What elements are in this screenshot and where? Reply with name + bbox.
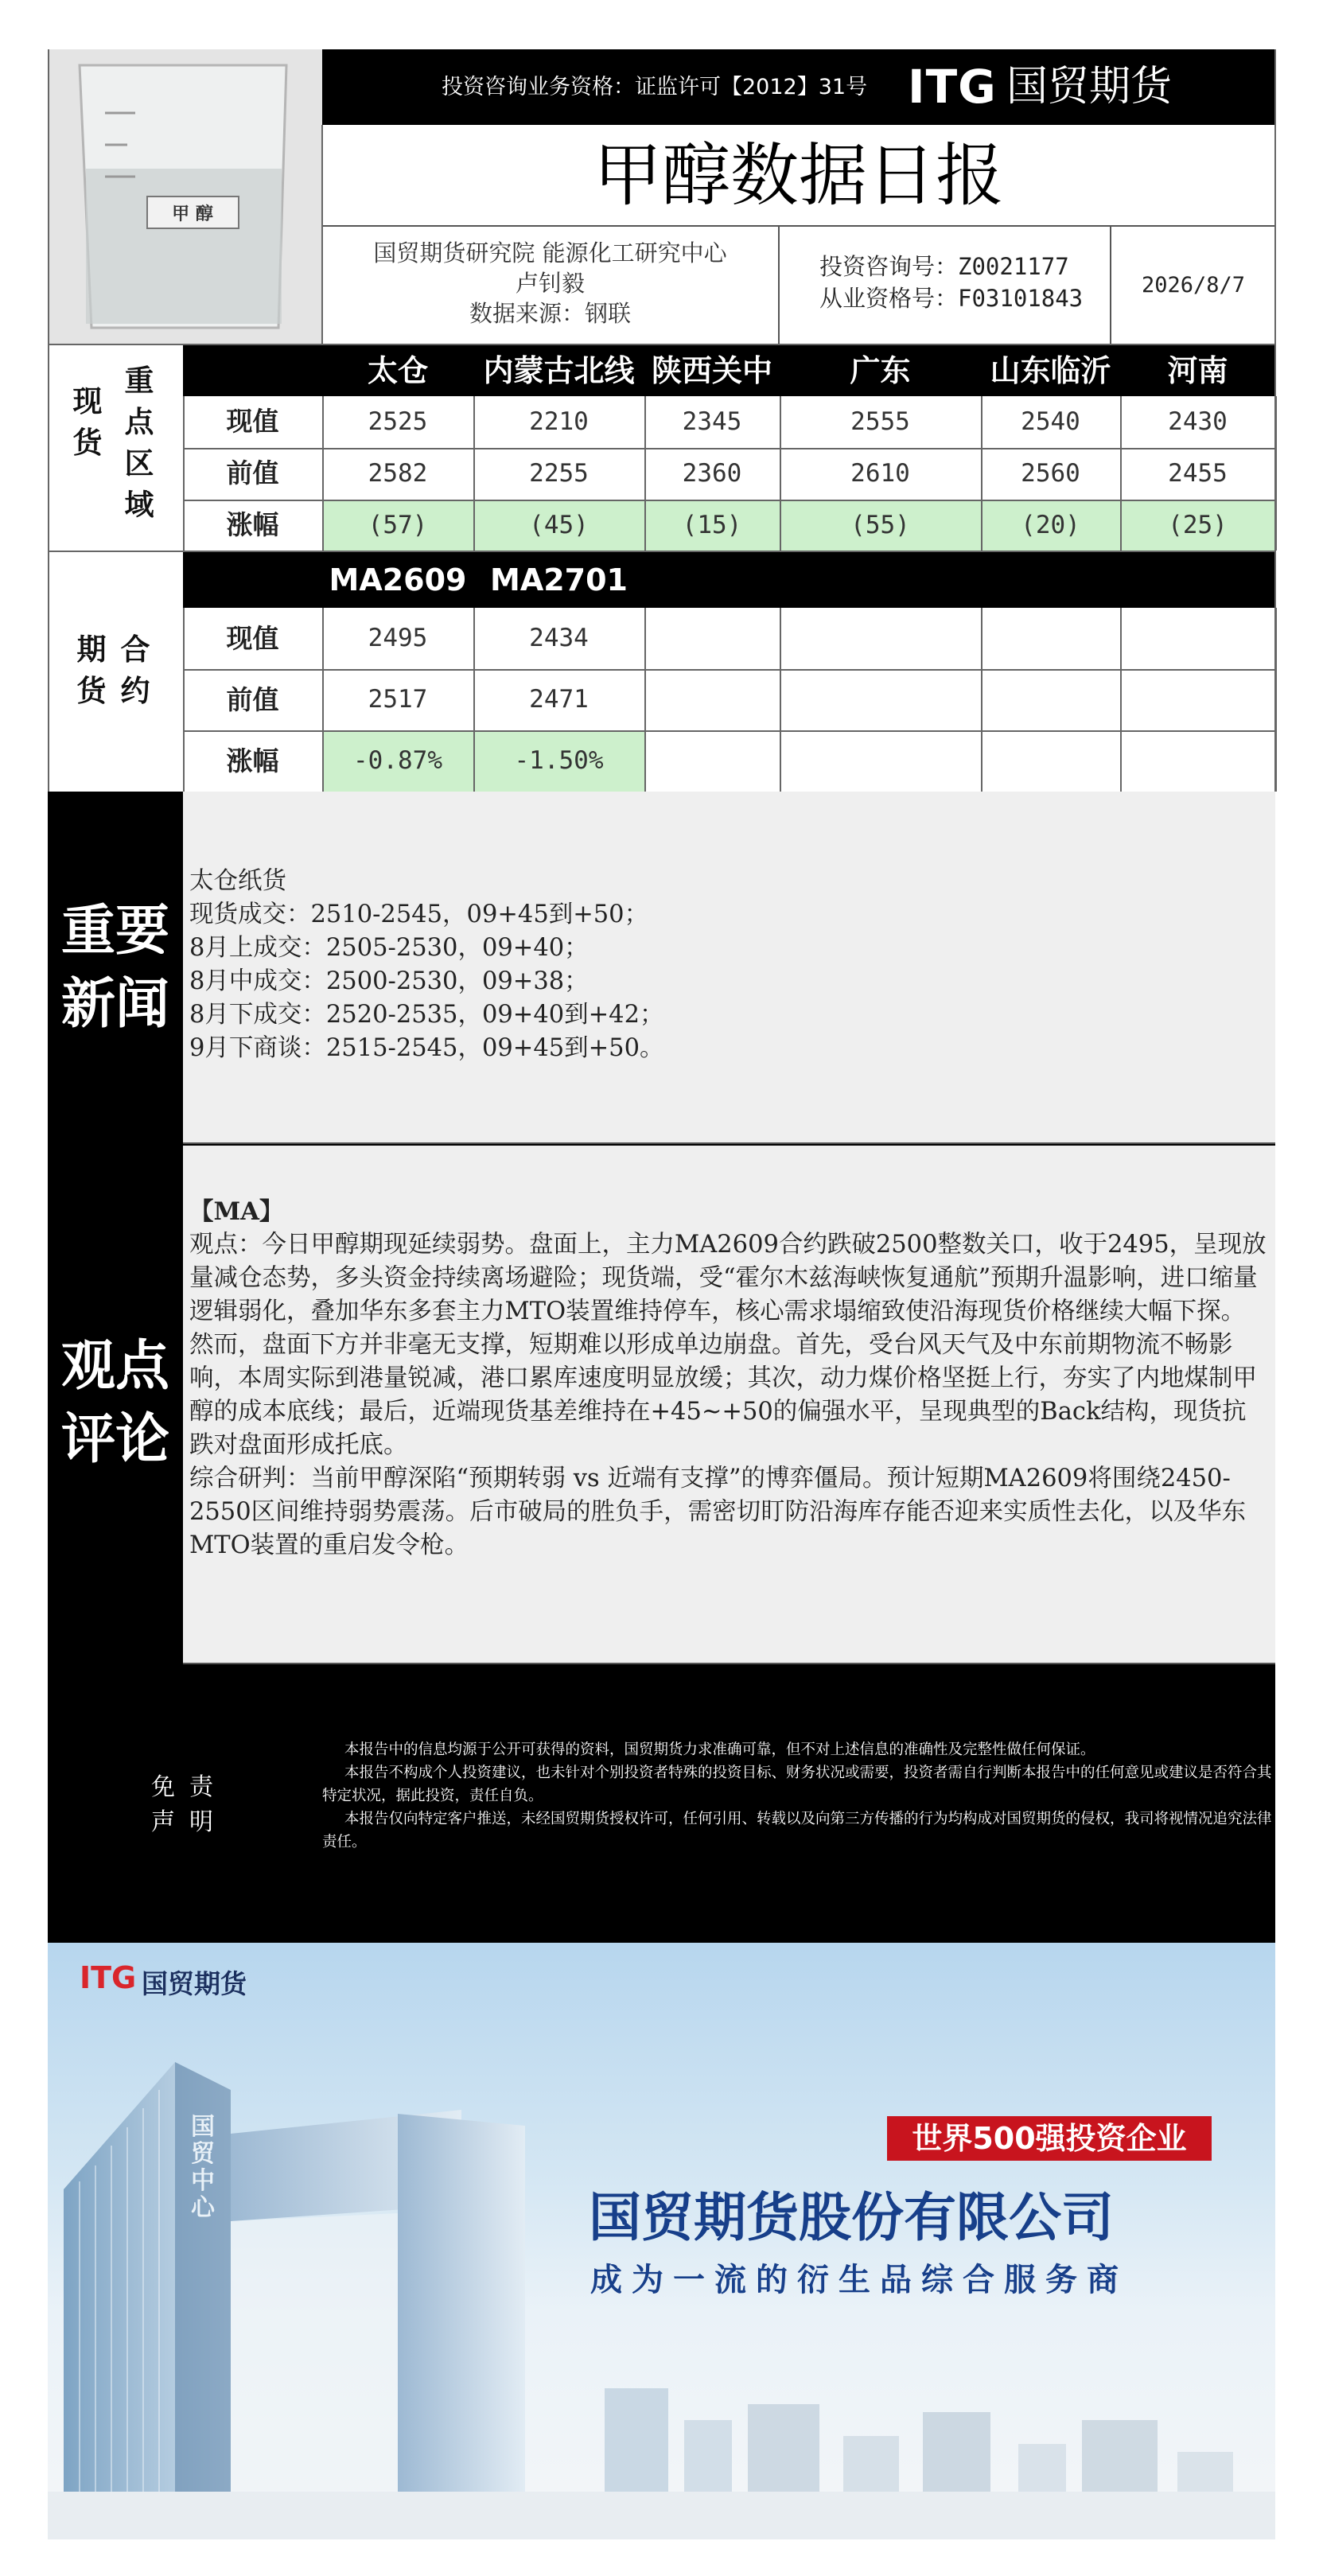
row-label: 前值	[226, 457, 279, 488]
spot-value: 2455	[1168, 459, 1228, 488]
region-header: 山东临沂	[990, 353, 1111, 388]
logo-itg: ITG	[908, 60, 997, 114]
grid-line	[644, 396, 646, 551]
spot-value: 2210	[529, 407, 589, 436]
info-box	[322, 227, 1275, 344]
grid-line	[322, 608, 324, 792]
disclaimer-line: 本报告仅向特定客户推送，未经国贸期货授权许可，任何引用、转载以及向第三方传播的行为均构成对国贸期货的侵权，我司将视情况追究法律责任。	[322, 1811, 1272, 1850]
report-title: 甲醇数据日报	[593, 136, 1004, 216]
futures-value: 2495	[368, 624, 428, 652]
grid-line	[183, 396, 185, 551]
practice-number: 从业资格号：F03101843	[819, 285, 1084, 312]
futures-value: -1.50%	[514, 746, 604, 775]
futures-value: -0.87%	[353, 746, 442, 775]
view-paragraph: 综合研判：当前甲醇深陷“预期转弱 vs 近端有支撑”的博弈僵局。预计短期MA2609将围绕2450-2550区间维持弱势震荡。后市破局的胜负手，需密切盯防沿海库存能否迎来实质性去化，以及华东MTO装置的重启发令枪。	[189, 1465, 1247, 1559]
row-label: 涨幅	[226, 509, 279, 540]
spot-value: 2560	[1021, 459, 1080, 488]
spot-value: (45)	[529, 511, 589, 539]
region-header: 陕西关中	[651, 353, 772, 388]
futures-value: 2434	[529, 624, 589, 652]
logo-company: 国贸期货	[1006, 63, 1173, 111]
frame-line	[1274, 49, 1276, 792]
spot-value: 2555	[850, 407, 910, 436]
header-bar	[322, 49, 1275, 125]
disclaimer-line: 本报告不构成个人投资建议，也未针对个别投资者特殊的投资目标、财务状况或需要，投资者需自行判断本报告中的任何意见或建议是否符合其特定状况，据此投资，责任自负。	[322, 1765, 1272, 1804]
spot-side-label: 现 货	[72, 383, 103, 460]
grid-line	[473, 396, 475, 551]
grid-line	[183, 730, 1275, 732]
grid-line	[780, 396, 781, 551]
view-tag: 【MA】	[189, 1197, 284, 1226]
grid-line	[473, 608, 475, 792]
spot-value: 2360	[682, 459, 742, 488]
spot-value: 2525	[368, 407, 428, 436]
grid-line	[981, 608, 983, 792]
institute-name: 国贸期货研究院 能源化工研究中心	[373, 239, 727, 267]
company-name: 国贸期货股份有限公司	[589, 2187, 1114, 2248]
view-panel	[183, 1146, 1275, 1664]
banner-logo-itg: ITG	[80, 1960, 137, 1995]
spot-value: 2610	[850, 459, 910, 488]
futures-value: 2471	[529, 685, 589, 714]
news-line: 8月中成交：2500-2530，09+38；	[189, 967, 589, 995]
spot-side-label-2: 重 点 区 域	[124, 363, 154, 522]
disclaimer-label: 免责 声明	[151, 1773, 228, 1836]
futures-side-label: 期 货	[76, 632, 107, 708]
photo-label: 甲 醇	[172, 204, 213, 224]
company-slogan: 成为一流的衍生品综合服务商	[590, 2262, 1128, 2298]
row-label: 现值	[226, 406, 279, 437]
spot-value: (57)	[368, 511, 428, 539]
news-panel	[183, 792, 1275, 1144]
futures-side-label-2: 合 约	[120, 632, 150, 708]
author-name: 卢钊毅	[515, 270, 585, 297]
grid-line	[981, 396, 983, 551]
spot-value: 2430	[1168, 407, 1228, 436]
row-label: 前值	[226, 684, 279, 715]
building-sign: 国贸中心	[191, 2113, 215, 2222]
news-content	[189, 865, 1263, 1065]
row-label: 现值	[226, 623, 279, 654]
frame-line	[48, 49, 49, 792]
view-title: 观点 评论	[60, 1335, 169, 1471]
row-label: 涨幅	[226, 745, 279, 776]
banner-logo-company: 国贸期货	[142, 1968, 247, 1999]
disclaimer-text	[322, 1738, 1273, 1854]
news-line: 9月下商谈：2515-2545，09+45到+50。	[189, 1034, 664, 1062]
report-date: 2026/8/7	[1141, 273, 1246, 298]
grid-line	[183, 608, 185, 792]
grid-line	[644, 608, 646, 792]
spot-value: 2255	[529, 459, 589, 488]
news-title: 重要 新闻	[60, 900, 169, 1036]
grid-line	[183, 500, 1275, 501]
grid-line	[780, 608, 781, 792]
region-header: 内蒙古北线	[483, 353, 635, 388]
news-line: 8月下成交：2520-2535，09+40到+42；	[189, 1001, 664, 1029]
data-source: 数据来源：钢联	[469, 300, 631, 327]
product-photo	[48, 49, 322, 344]
grid-line	[1120, 396, 1122, 551]
region-header: 太仓	[367, 353, 428, 388]
frame-line	[321, 125, 323, 345]
grid-line	[322, 396, 324, 551]
title-box	[322, 125, 1275, 227]
spot-value: (25)	[1168, 511, 1228, 539]
qualification-info	[780, 227, 1111, 344]
futures-value: 2517	[368, 685, 428, 714]
spot-value: 2582	[368, 459, 428, 488]
fortune500-badge: 世界500强投资企业	[887, 2116, 1212, 2161]
grid-line	[183, 669, 1275, 671]
disclaimer-line: 本报告中的信息均源于公开可获得的资料，国贸期货力求准确可靠，但不对上述信息的准确性及完整性做任何保证。	[344, 1741, 1095, 1758]
beaker-illustration	[48, 49, 322, 344]
region-header: 河南	[1167, 353, 1228, 388]
grid-line	[183, 448, 1275, 449]
author-info	[322, 227, 780, 344]
spot-value: (55)	[850, 511, 910, 539]
view-paragraph: 观点：今日甲醇期现延续弱势。盘面上，主力MA2609合约跌破2500整数关口，收于2495，呈现放量减仓态势，多头资金持续离场避险；现货端，受“霍尔木兹海峡恢复通航”预期升温影响，进口缩量逻辑弱化，叠加华东多套主力MTO装置维持停车，核心需求塌缩致使沿海现货价格继续大幅下探。	[189, 1231, 1267, 1325]
contract-header: MA2609	[329, 562, 467, 597]
news-line: 现货成交：2510-2545，09+45到+50；	[189, 901, 649, 928]
spot-value: (15)	[682, 511, 742, 539]
news-line: 太仓纸货	[189, 867, 286, 895]
grid-line	[1120, 608, 1122, 792]
view-paragraph: 然而，盘面下方并非毫无支撑，短期难以形成单边崩盘。首先，受台风天气及中东前期物流不畅影响，本周实际到港量锐减，港口累库速度明显放缓；其次，动力煤价格坚挺上行，夯实了内地煤制甲醇的成本底线；最后，近端现货基差维持在+45~+50的偏强水平，呈现典型的Back结构，现货抗跌对盘面形成托底。	[189, 1331, 1257, 1459]
region-header: 广东	[850, 353, 911, 388]
license-text: 投资咨询业务资格：证监许可【2012】31号	[442, 75, 868, 99]
consult-number: 投资咨询号：Z0021177	[819, 253, 1069, 280]
spot-value: 2345	[682, 407, 742, 436]
news-line: 8月上成交：2505-2530，09+40；	[189, 934, 589, 962]
company-banner	[48, 1943, 1275, 2539]
spot-value: (20)	[1021, 511, 1080, 539]
view-content	[189, 1195, 1267, 1562]
spot-value: 2540	[1021, 407, 1080, 436]
contract-header: MA2701	[490, 562, 628, 597]
